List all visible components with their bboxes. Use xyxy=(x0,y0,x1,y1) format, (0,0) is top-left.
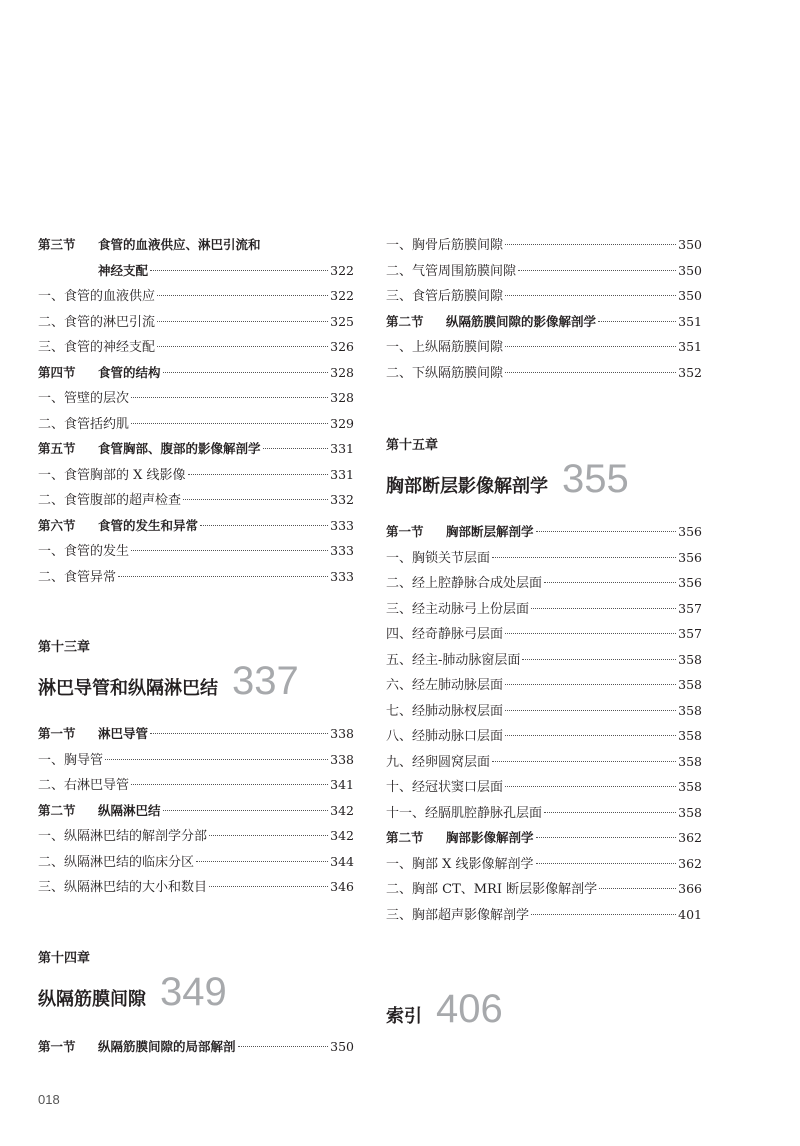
toc-page-number: 325 xyxy=(330,313,354,329)
toc-section-entry[interactable] xyxy=(386,825,702,851)
toc-entry-text: 二、食管的淋巴引流 xyxy=(38,314,156,330)
chapter-14-heading xyxy=(38,950,354,1014)
toc-entries-group xyxy=(386,232,702,385)
dot-leader xyxy=(157,294,328,296)
dot-leader xyxy=(183,498,328,500)
dot-leader xyxy=(531,913,676,915)
toc-entry[interactable] xyxy=(386,596,702,622)
toc-entry-title xyxy=(38,565,116,590)
toc-page-number: 346 xyxy=(330,879,354,894)
dot-leader xyxy=(492,760,676,762)
toc-entry-title xyxy=(38,436,261,462)
toc-entry[interactable] xyxy=(38,487,354,513)
toc-entry-title xyxy=(38,1034,236,1060)
toc-entry[interactable] xyxy=(386,334,702,360)
toc-entry-text: 神经支配 xyxy=(98,262,149,278)
dot-leader xyxy=(544,581,676,583)
toc-entry-title xyxy=(386,801,542,826)
chapter-title: 淋巴导管和纵隔淋巴结 xyxy=(38,678,218,699)
toc-entry[interactable] xyxy=(386,647,702,673)
dot-leader xyxy=(163,371,329,373)
toc-entry-title xyxy=(38,412,129,437)
toc-entry[interactable] xyxy=(38,462,354,488)
chapter-title-line xyxy=(386,985,702,1031)
toc-entry-title xyxy=(386,750,490,775)
toc-page-number: 333 xyxy=(330,543,354,558)
toc-entry-text: 胸部断层解剖学 xyxy=(446,524,534,539)
toc-entry-title xyxy=(38,360,161,386)
toc-entry-title xyxy=(386,233,503,258)
toc-entry-text: 九、经卵圆窝层面 xyxy=(386,754,491,770)
toc-entry-title xyxy=(38,824,207,849)
chapter-label: 第十四章 xyxy=(38,950,91,966)
toc-entry-text: 一、管壁的层次 xyxy=(38,391,130,406)
toc-entry-text: 一、胸锁关节层面 xyxy=(386,550,491,566)
toc-right-column xyxy=(386,232,702,1031)
toc-entry[interactable] xyxy=(386,283,702,309)
dot-leader xyxy=(131,396,328,398)
toc-entry[interactable] xyxy=(386,774,702,800)
toc-entry[interactable] xyxy=(386,672,702,698)
toc-entry-text: 一、食管的血液供应 xyxy=(38,289,156,304)
toc-page-number: 358 xyxy=(678,779,702,794)
toc-section-number: 第四节 xyxy=(38,364,76,380)
toc-entry-title xyxy=(38,310,155,335)
toc-entry[interactable] xyxy=(38,411,354,437)
toc-page-number: 356 xyxy=(678,575,702,590)
toc-entry-text: 十一、经膈肌腔静脉孔层面 xyxy=(386,805,543,821)
toc-section-number: 第二节 xyxy=(386,313,424,329)
dot-leader xyxy=(518,269,676,271)
toc-page-number: 350 xyxy=(678,237,702,252)
toc-entry[interactable] xyxy=(386,800,702,826)
toc-page-number: 358 xyxy=(678,728,702,743)
dot-leader xyxy=(209,834,328,836)
toc-section-number: 第三节 xyxy=(38,237,76,252)
toc-entries-group xyxy=(38,721,354,900)
toc-entry-title xyxy=(386,519,534,545)
toc-page-number: 358 xyxy=(678,753,702,769)
toc-page-number: 328 xyxy=(330,364,354,380)
dot-leader xyxy=(131,783,328,785)
toc-entry-title xyxy=(386,903,529,928)
toc-entry[interactable] xyxy=(386,876,702,902)
chapter-title-line xyxy=(38,657,354,703)
dot-leader xyxy=(492,556,676,558)
dot-leader xyxy=(505,632,676,634)
dot-leader xyxy=(131,422,328,424)
toc-entry-text: 二、经上腔静脉合成处层面 xyxy=(386,576,543,591)
index-heading xyxy=(386,985,702,1031)
toc-section-number: 第一节 xyxy=(38,726,76,741)
dot-leader xyxy=(188,473,329,475)
toc-entry-text: 二、食管腹部的超声检查 xyxy=(38,493,182,508)
dot-leader xyxy=(505,371,676,373)
toc-page-number: 331 xyxy=(330,441,354,456)
toc-page-number: 356 xyxy=(678,549,702,565)
toc-page-number: 401 xyxy=(678,906,702,922)
toc-section-number: 第一节 xyxy=(386,524,424,539)
toc-entry[interactable] xyxy=(38,849,354,875)
toc-entry-title xyxy=(386,673,503,698)
toc-section-number: 第五节 xyxy=(38,441,76,456)
toc-entry-text: 五、经主-肺动脉窗层面 xyxy=(386,652,521,668)
dot-leader xyxy=(157,345,328,347)
toc-page-number: 333 xyxy=(330,517,354,533)
toc-page-number: 331 xyxy=(330,466,354,482)
toc-entry-text: 一、食管的发生 xyxy=(38,544,130,559)
toc-entry-text: 食管胸部、腹部的影像解剖学 xyxy=(98,441,261,456)
chapter-title-line xyxy=(386,455,702,501)
toc-page-number: 322 xyxy=(330,262,354,278)
toc-entry-title xyxy=(386,622,503,647)
toc-entry[interactable] xyxy=(386,545,702,571)
toc-entry-text: 三、胸部超声影像解剖学 xyxy=(386,907,530,923)
toc-entry-text: 纵隔淋巴结 xyxy=(98,802,161,818)
toc-entry-text: 三、经主动脉弓上份层面 xyxy=(386,601,530,617)
toc-entry-title xyxy=(386,309,596,335)
dot-leader xyxy=(131,549,328,551)
toc-entry[interactable] xyxy=(386,570,702,596)
toc-section-number: 第二节 xyxy=(386,830,424,845)
toc-page-number: 344 xyxy=(330,853,354,869)
toc-entry-text: 一、胸骨后筋膜间隙 xyxy=(386,238,504,253)
toc-section-entry[interactable] xyxy=(38,232,354,258)
toc-page-number: 350 xyxy=(330,1038,354,1054)
toc-entry[interactable] xyxy=(386,621,702,647)
toc-section-number: 第二节 xyxy=(38,802,76,818)
toc-entry-title xyxy=(98,258,148,284)
toc-page-number: 362 xyxy=(678,830,702,845)
toc-entry-title xyxy=(38,539,129,564)
toc-entry[interactable] xyxy=(38,309,354,335)
toc-entry-text: 七、经肺动脉杈层面 xyxy=(386,703,504,719)
dot-leader xyxy=(505,243,676,245)
chapter-13-heading xyxy=(38,639,354,703)
dot-leader xyxy=(599,887,676,889)
toc-entry-text: 二、食管异常 xyxy=(38,569,117,585)
chapter-page-number: 406 xyxy=(436,987,503,1031)
toc-page-number: 356 xyxy=(678,524,702,539)
toc-page-number: 351 xyxy=(678,313,702,329)
toc-entry-text: 一、胸导管 xyxy=(38,752,104,768)
toc-entry[interactable] xyxy=(38,283,354,309)
toc-entry-title xyxy=(38,284,155,309)
toc-entry-title xyxy=(386,699,503,724)
toc-entry-title xyxy=(38,335,155,360)
toc-entry[interactable] xyxy=(38,772,354,798)
toc-entry-text: 淋巴导管 xyxy=(98,726,149,741)
chapter-page-number: 349 xyxy=(160,969,227,1014)
chapter-title: 纵隔筋膜间隙 xyxy=(38,988,146,1010)
toc-section-entry[interactable] xyxy=(38,513,354,539)
toc-entry-title xyxy=(386,571,542,596)
toc-entry-title xyxy=(38,850,194,875)
toc-entry-title xyxy=(386,597,529,622)
toc-section-entry[interactable] xyxy=(38,798,354,824)
toc-entry[interactable] xyxy=(386,258,702,284)
toc-entry-text: 一、胸部 X 线影像解剖学 xyxy=(386,856,534,872)
toc-entry-text: 一、纵隔淋巴结的解剖学分部 xyxy=(38,829,208,844)
toc-section-entry[interactable] xyxy=(38,721,354,747)
page-number: 018 xyxy=(38,1092,60,1107)
toc-entry-text: 纵隔筋膜间隙的影像解剖学 xyxy=(446,313,597,329)
toc-entry-text: 三、纵隔淋巴结的大小和数目 xyxy=(38,880,208,895)
toc-page-number: 362 xyxy=(678,855,702,871)
toc-entries-group xyxy=(386,519,702,927)
toc-page-number: 338 xyxy=(330,751,354,767)
chapter-label: 第十五章 xyxy=(386,438,439,453)
toc-entry-title xyxy=(386,335,503,360)
toc-entry[interactable] xyxy=(38,385,354,411)
dot-leader xyxy=(536,836,677,838)
toc-entry-text: 四、经奇静脉弓层面 xyxy=(386,627,504,642)
toc-entry-title xyxy=(386,852,534,877)
dot-leader xyxy=(505,294,676,296)
dot-leader xyxy=(150,269,328,271)
toc-entry-title xyxy=(38,488,181,513)
toc-section-entry[interactable] xyxy=(38,1034,354,1060)
toc-entry-title xyxy=(38,463,186,488)
toc-page-number: 350 xyxy=(678,262,702,278)
toc-entry[interactable] xyxy=(38,823,354,849)
dot-leader xyxy=(536,530,677,532)
toc-entry[interactable] xyxy=(386,723,702,749)
toc-page-number: 357 xyxy=(678,600,702,616)
toc-entry[interactable] xyxy=(386,902,702,928)
dot-leader xyxy=(544,811,676,813)
dot-leader xyxy=(505,345,676,347)
toc-page-number: 341 xyxy=(330,777,354,792)
toc-page-number: 357 xyxy=(678,626,702,641)
dot-leader xyxy=(505,785,676,787)
toc-entry-title xyxy=(38,875,207,900)
toc-page-number: 338 xyxy=(330,726,354,741)
toc-entry[interactable] xyxy=(38,874,354,900)
toc-entry[interactable] xyxy=(386,232,702,258)
toc-page-number: 350 xyxy=(678,288,702,303)
dot-leader xyxy=(505,734,676,736)
chapter-15-heading xyxy=(386,437,702,501)
toc-page-number: 358 xyxy=(678,804,702,820)
toc-left-column xyxy=(38,232,354,1059)
toc-section-number: 第六节 xyxy=(38,517,76,533)
toc-page-number: 352 xyxy=(678,364,702,380)
toc-entry-title xyxy=(38,386,129,411)
toc-entry[interactable] xyxy=(386,360,702,386)
chapter-page-number: 355 xyxy=(562,457,629,501)
toc-entry-text: 一、食管胸部的 X 线影像 xyxy=(38,467,186,483)
toc-entry-text: 二、下纵隔筋膜间隙 xyxy=(386,365,504,381)
toc-entries-group xyxy=(38,232,354,589)
chapter-page-number: 337 xyxy=(232,659,299,703)
toc-entry[interactable] xyxy=(386,698,702,724)
toc-entry-title xyxy=(38,721,148,747)
toc-page-number: 329 xyxy=(330,415,354,431)
toc-page-number: 322 xyxy=(330,288,354,303)
dot-leader xyxy=(536,862,677,864)
dot-leader xyxy=(531,607,676,609)
toc-page-number: 328 xyxy=(330,390,354,405)
toc-section-entry[interactable] xyxy=(386,519,702,545)
toc-entry-text: 二、胸部 CT、MRI 断层影像解剖学 xyxy=(386,882,598,897)
toc-page-number: 342 xyxy=(330,802,354,818)
toc-entry-title xyxy=(38,773,129,798)
chapter-title: 胸部断层影像解剖学 xyxy=(386,476,548,497)
dot-leader xyxy=(157,320,328,322)
chapter-title-line xyxy=(38,968,354,1014)
dot-leader xyxy=(118,575,328,577)
toc-entry[interactable] xyxy=(38,538,354,564)
toc-page-number: 358 xyxy=(678,702,702,718)
toc-page-number: 358 xyxy=(678,651,702,667)
toc-entry-text: 纵隔筋膜间隙的局部解剖 xyxy=(98,1038,236,1054)
toc-entry-title xyxy=(386,259,516,284)
toc-entry-text: 二、食管括约肌 xyxy=(38,416,130,432)
toc-entry-title xyxy=(386,546,490,571)
toc-section-entry[interactable] xyxy=(38,360,354,386)
toc-entry-title xyxy=(386,284,503,309)
dot-leader xyxy=(163,809,329,811)
toc-section-entry[interactable] xyxy=(38,436,354,462)
dot-leader xyxy=(105,758,328,760)
toc-entries-group xyxy=(38,1034,354,1060)
toc-page-number: 351 xyxy=(678,339,702,354)
toc-page-number: 342 xyxy=(330,828,354,843)
toc-entry-text: 六、经左肺动脉层面 xyxy=(386,678,504,693)
dot-leader xyxy=(150,732,328,734)
toc-entry-text: 二、气管周围筋膜间隙 xyxy=(386,263,517,279)
toc-entry-title xyxy=(38,232,261,258)
toc-entry-title xyxy=(38,798,161,824)
toc-page-number: 366 xyxy=(678,881,702,896)
toc-entry[interactable] xyxy=(38,747,354,773)
toc-entry-title xyxy=(386,825,534,851)
toc-page-number: 332 xyxy=(330,492,354,507)
toc-page-number: 326 xyxy=(330,339,354,354)
toc-entry-text: 八、经肺动脉口层面 xyxy=(386,729,504,744)
toc-section-number: 第一节 xyxy=(38,1038,76,1054)
toc-entry-title xyxy=(38,748,103,773)
toc-entry-title xyxy=(386,361,503,386)
toc-entry-text: 二、右淋巴导管 xyxy=(38,778,130,793)
toc-entry-text: 食管的结构 xyxy=(98,364,161,380)
dot-leader xyxy=(522,658,676,660)
toc-entry-text: 二、纵隔淋巴结的临床分区 xyxy=(38,854,195,870)
toc-entry[interactable] xyxy=(38,564,354,590)
dot-leader xyxy=(200,524,328,526)
toc-entry-title xyxy=(38,513,198,539)
toc-entry-title xyxy=(386,724,503,749)
toc-entry[interactable] xyxy=(386,749,702,775)
toc-entry-text: 一、上纵隔筋膜间隙 xyxy=(386,340,504,355)
toc-entry-text: 食管的发生和异常 xyxy=(98,517,199,533)
dot-leader xyxy=(238,1045,329,1047)
toc-entry-text: 食管的血液供应、淋巴引流和 xyxy=(98,237,261,252)
dot-leader xyxy=(209,885,328,887)
chapter-label: 第十三章 xyxy=(38,640,91,655)
toc-section-entry[interactable] xyxy=(38,258,354,284)
toc-entry-text: 三、食管的神经支配 xyxy=(38,340,156,355)
dot-leader xyxy=(505,709,676,711)
toc-page-number: 358 xyxy=(678,677,702,692)
toc-entry-text: 三、食管后筋膜间隙 xyxy=(386,289,504,304)
chapter-title: 索引 xyxy=(386,1006,422,1027)
toc-section-entry[interactable] xyxy=(386,309,702,335)
toc-entry[interactable] xyxy=(38,334,354,360)
toc-entry-text: 胸部影像解剖学 xyxy=(446,830,534,845)
toc-entry-text: 十、经冠状窦口层面 xyxy=(386,780,504,795)
toc-page-number: 333 xyxy=(330,568,354,584)
toc-entry[interactable] xyxy=(386,851,702,877)
toc-entry-title xyxy=(386,648,520,673)
toc-entry-title xyxy=(386,775,503,800)
dot-leader xyxy=(263,447,329,449)
dot-leader xyxy=(505,683,676,685)
dot-leader xyxy=(598,320,676,322)
dot-leader xyxy=(196,860,328,862)
toc-entry-title xyxy=(386,877,597,902)
